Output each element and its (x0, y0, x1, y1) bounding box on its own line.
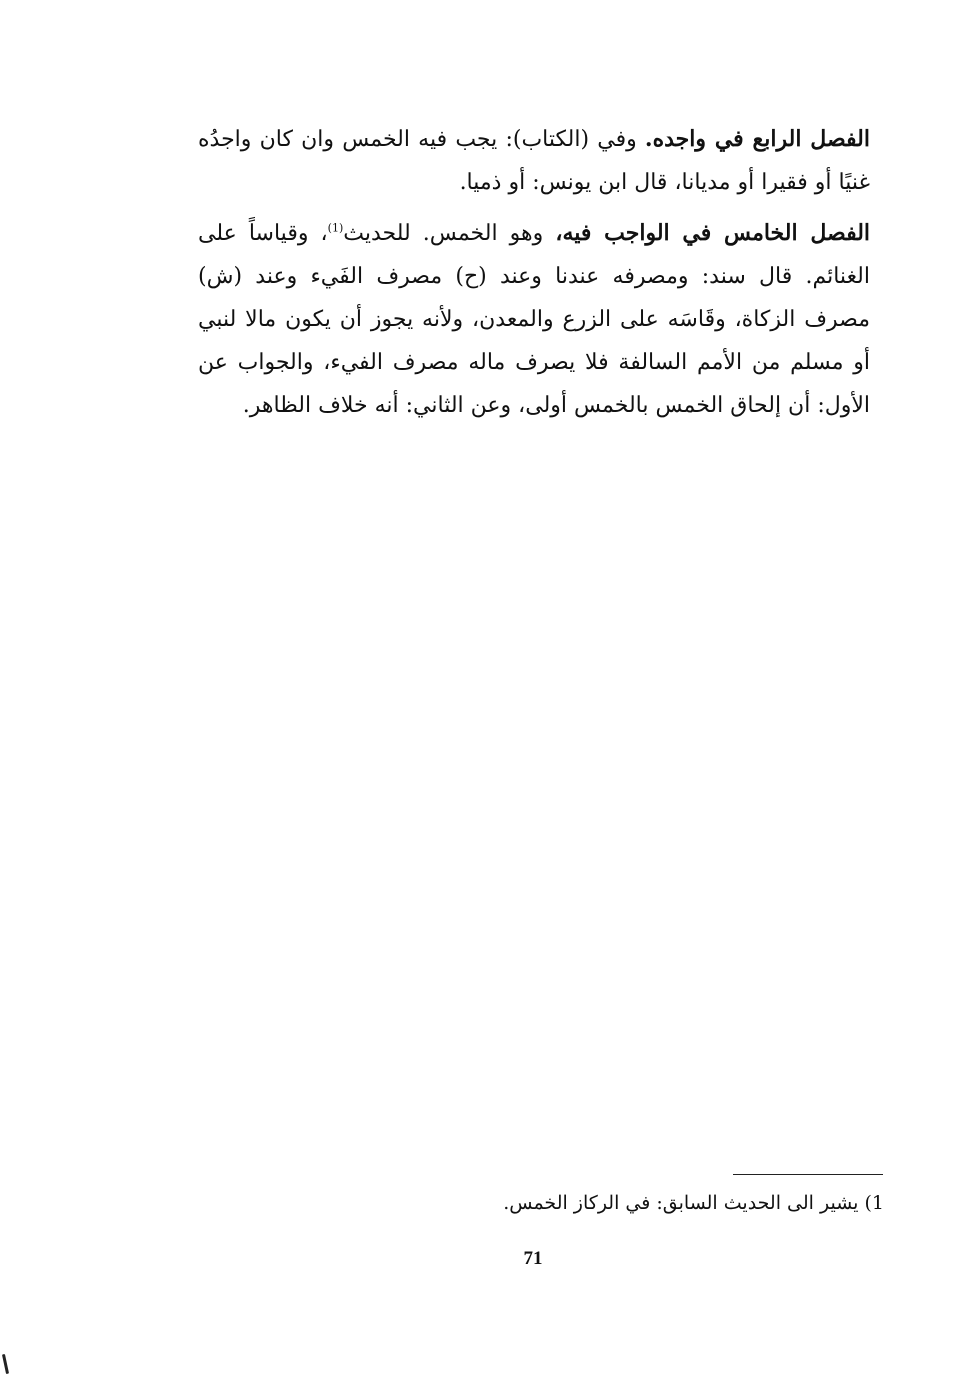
footnote-reference: (1) (327, 221, 344, 235)
footnote (400, 1188, 884, 1218)
page-number: 71 (523, 1248, 543, 1269)
footnote-divider (733, 1174, 883, 1175)
paragraph-text: وهو الخمس. للحديث (343, 221, 556, 246)
paragraph-text-continued: ، وقياساً على الغنائم. قال سند: ومصرفه عندنا وعند (ح) مصرف الفَيء وعند (ش) مصرف الزكاة، وقَاسَه على الزرع والمعدن، ولأنه يجوز أن يكون مالا لنبي أو مسلم من الأمم السالفة فلا يصرف ماله مصرف الفيء، والجواب عن الأول: أن إلحاق الخمس بالخمس أولى، وعن الثاني: أنه خلاف الظاهر. (198, 221, 870, 418)
paragraph-fourth-section (198, 118, 870, 204)
paragraph-text: وفي (الكتاب): يجب فيه الخمس وان كان واجدُه غنيًا أو فقيرا أو مديانا، قال ابن يونس: أو ذميا. (198, 127, 870, 195)
paragraph-fifth-section (198, 212, 870, 427)
scan-edge-mark (2, 1354, 9, 1374)
section-heading-fourth: الفصل الرابع في واجده. (644, 126, 870, 152)
section-heading-fifth: الفصل الخامس في الواجب فيه، (555, 220, 871, 246)
main-text (198, 118, 870, 427)
footnote-number: 1) (864, 1192, 884, 1214)
footnote-text: يشير الى الحديث السابق: في الركاز الخمس. (503, 1192, 865, 1214)
